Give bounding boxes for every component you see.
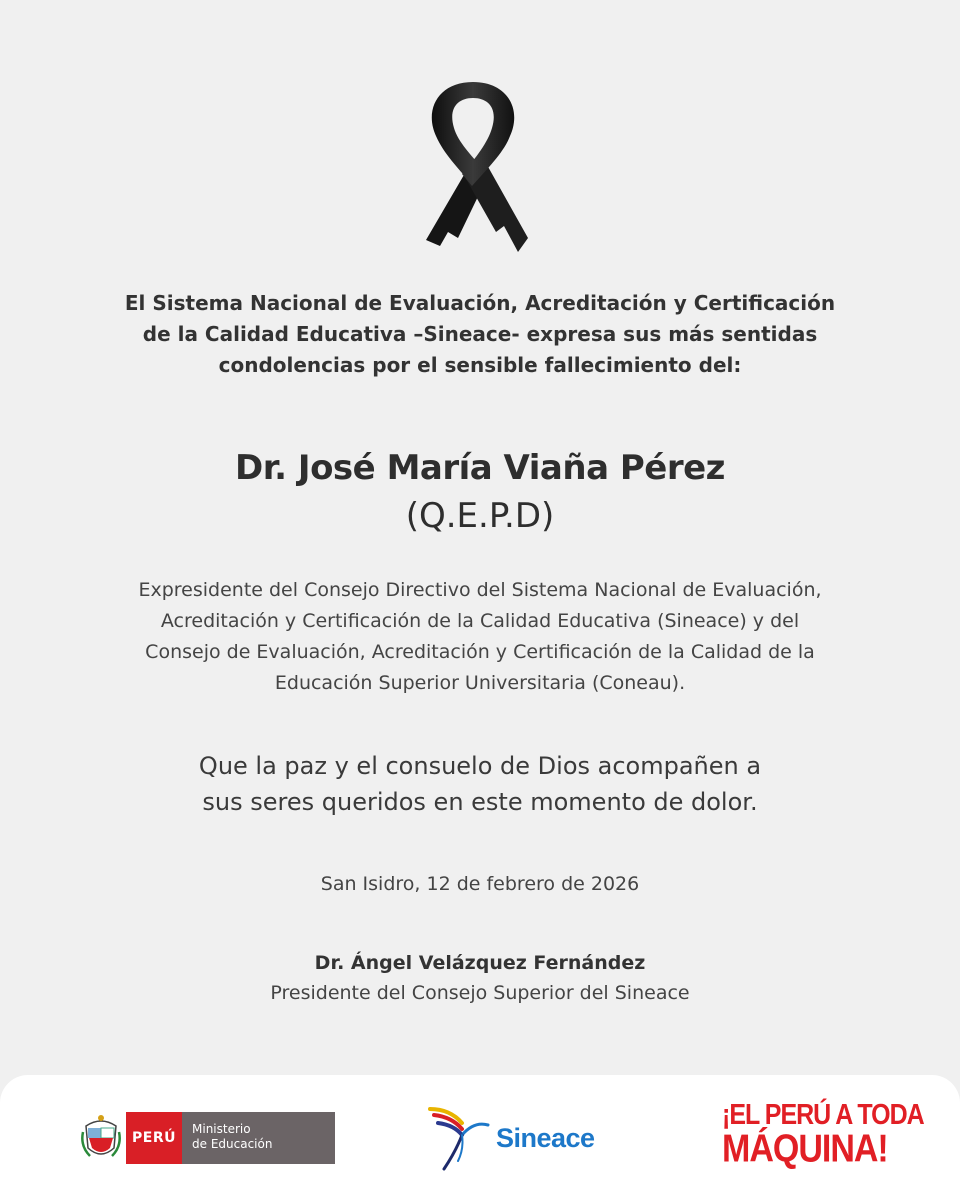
footer-logos xyxy=(0,1075,960,1200)
mourning-ribbon-icon xyxy=(418,80,528,258)
ministry-label xyxy=(182,1112,335,1164)
place-date: San Isidro, 12 de febrero de 2026 xyxy=(320,873,640,895)
sineace-bird-logo-icon xyxy=(428,1103,498,1175)
minedu-logo xyxy=(80,1112,340,1164)
prayer-line: sus seres queridos en este momento de dolor. xyxy=(202,788,758,816)
slogan xyxy=(722,1098,924,1171)
prayer-line: Que la paz y el consuelo de Dios acompañen a xyxy=(198,752,762,780)
intro-line: de la Calidad Educativa –Sineace- expresa sus más sentidas xyxy=(142,322,818,346)
slogan-line: ¡EL PERÚ A TODA xyxy=(722,1098,924,1132)
intro-paragraph xyxy=(60,288,900,381)
intro-line: condolencias por el sensible fallecimiento del: xyxy=(218,353,742,377)
deceased-name: Dr. José María Viaña Pérez xyxy=(235,448,725,488)
ministry-line: de Educación xyxy=(192,1137,273,1151)
peru-coat-of-arms-icon xyxy=(80,1112,122,1164)
bio-line: Consejo de Evaluación, Acreditación y Certificación de la Calidad de la xyxy=(145,641,815,663)
bio-line: Expresidente del Consejo Directivo del Sistema Nacional de Evaluación, xyxy=(138,579,822,601)
intro-line: El Sistema Nacional de Evaluación, Acreditación y Certificación xyxy=(124,291,836,315)
ministry-line: Ministerio xyxy=(192,1122,251,1136)
sineace-logo xyxy=(428,1103,628,1175)
deceased-suffix: (Q.E.P.D) xyxy=(405,496,555,536)
signer-name: Dr. Ángel Velázquez Fernández xyxy=(314,952,646,974)
peru-label: PERÚ xyxy=(126,1112,182,1164)
prayer-paragraph xyxy=(40,748,920,820)
bio-paragraph xyxy=(40,575,920,699)
bio-line: Educación Superior Universitaria (Coneau). xyxy=(274,672,686,694)
sineace-wordmark: Sineace xyxy=(496,1123,595,1153)
bio-line: Acreditación y Certificación de la Calidad Educativa (Sineace) y del xyxy=(160,610,800,632)
signer-title: Presidente del Consejo Superior del Sineace xyxy=(270,982,690,1004)
slogan-line: MÁQUINA! xyxy=(722,1127,888,1171)
